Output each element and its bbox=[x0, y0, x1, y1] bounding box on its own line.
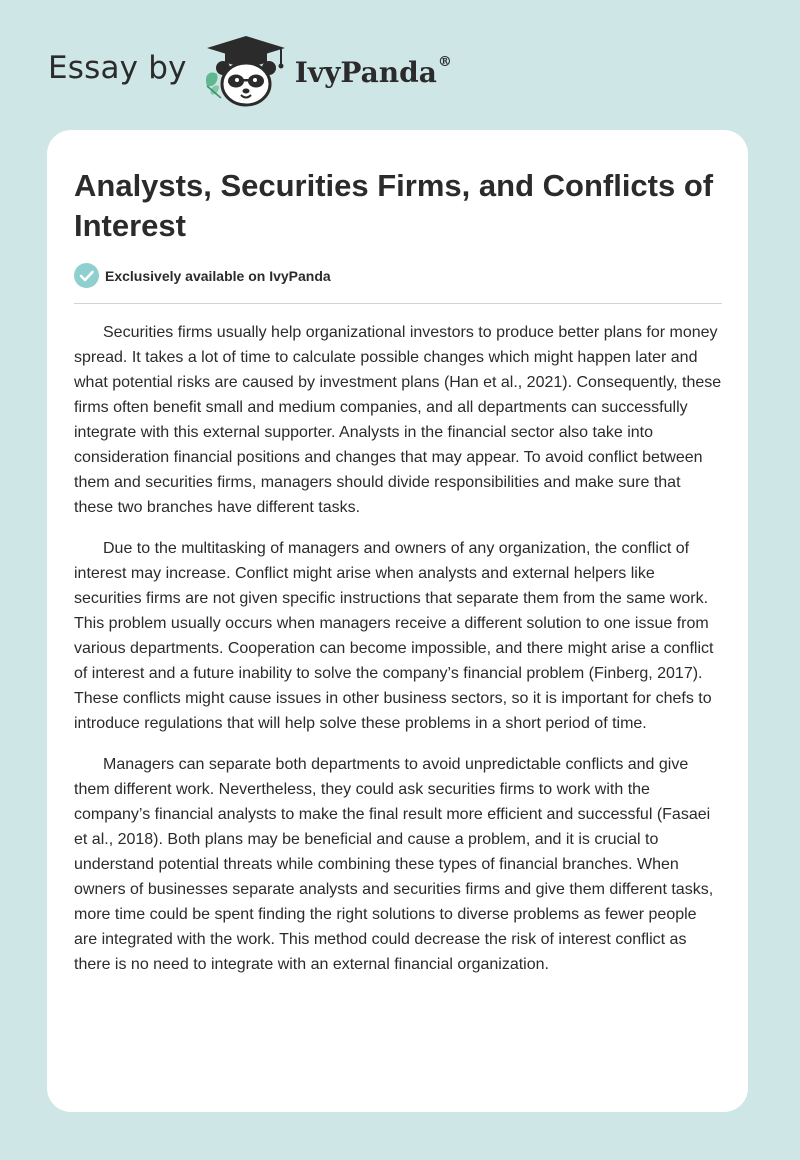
paragraph-3: Managers can separate both departments to avoid unpredictable conflicts and give them different work. Nevertheless, they could ask securities firms to work with the company’s financial analysts to make the final result more efficient and successful (Fasaei et al., 2018). Both plans may be beneficial and cause a problem, and it is crucial to understand potential threats while combining these types of financial branches. When owners of businesses separate analysts and securities firms and give them different tasks, more time could be spent finding the right solutions to diverse problems as fewer people are integrated with the work. This method could decrease the risk of interest conflict as there is no need to integrate with an external financial organization. bbox=[74, 756, 714, 973]
paragraph-2: Due to the multitasking of managers and owners of any organization, the conflict of interest may increase. Conflict might arise when analysts and external helpers like securities firms are not given specific instructions that separate them from the same work. This problem usually occurs when managers receive a different solution to one issue from various departments. Cooperation can become impossible, and there might arise a conflict of interest and a future inability to solve the company’s financial problem (Finberg, 2017). These conflicts might cause issues in other business sectors, so it is important for chefs to introduce regulations that will help solve these problems in a short period of time. bbox=[74, 540, 714, 732]
paragraph-1: Securities firms usually help organizational investors to produce better plans for money spread. It takes a lot of time to calculate possible changes which might happen later and what potential risks are caused by investment plans (Han et al., 2021). Consequently, these firms often benefit small and medium companies, and all departments can successfully integrate with this external supporter. Analysts in the financial sector also take into consideration financial positions and changes that may appear. To avoid conflict between them and securities firms, managers should divide responsibilities and make sure that these two branches have different tasks. bbox=[74, 324, 722, 516]
essay-card bbox=[47, 130, 748, 1112]
site-header bbox=[48, 34, 452, 108]
essay-body bbox=[74, 320, 724, 993]
panda-graduate-logo-icon bbox=[201, 34, 291, 108]
exclusive-badge bbox=[74, 263, 331, 288]
brand-name-text: IvyPanda bbox=[294, 55, 437, 89]
check-circle-icon bbox=[74, 263, 99, 288]
divider bbox=[74, 303, 722, 304]
essay-title: Analysts, Securities Firms, and Conflicts of Interest bbox=[74, 168, 714, 243]
registered-mark: ® bbox=[437, 53, 452, 70]
brand-name[interactable] bbox=[294, 53, 452, 89]
exclusive-label: Exclusively available on IvyPanda bbox=[105, 267, 331, 284]
essay-by-label: Essay by bbox=[48, 50, 187, 86]
